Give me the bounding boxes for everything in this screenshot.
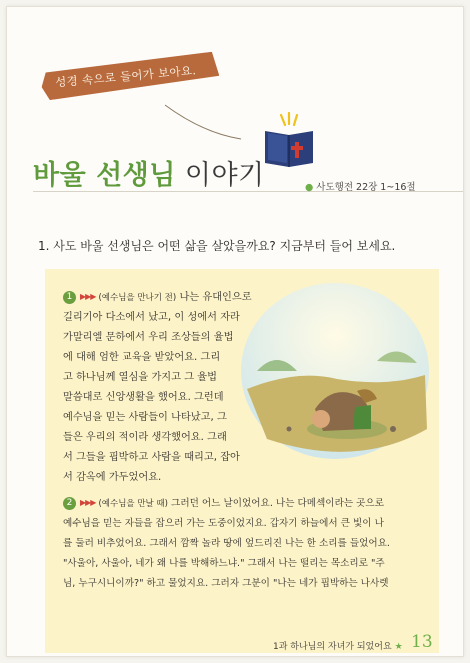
ribbon-connector-line	[163, 103, 243, 143]
paragraph-2-line-2: 를 둘러 비추었어요. 그래서 깜짝 놀라 땅에 엎드리진 나는 한 소리를 들었어요.	[63, 538, 390, 549]
bullet-dot-icon: ●	[305, 182, 314, 193]
chapter-title: 1과 하나님의 자녀가 되었어요	[273, 642, 392, 652]
reference-text: 사도행전 22장 1~16절	[316, 182, 416, 193]
section-ribbon	[40, 51, 220, 100]
paragraph-2-note: (예수님을 만날 때)	[98, 499, 168, 509]
footer-chapter	[273, 639, 406, 652]
paragraph-1-line-4: 고 하나님께 열심을 가지고 그 율법	[63, 372, 217, 383]
title-green-part: 바울 선생님	[33, 160, 176, 191]
paragraph-1-note: (예수님을 만나기 전)	[98, 293, 177, 303]
number-badge-1: 1	[63, 291, 76, 304]
paul-kneeling-illustration	[237, 279, 433, 485]
title-dark-part: 이야기	[175, 160, 265, 191]
paragraph-1-line-8: 서 그들을 핍박하고 사람을 때리고, 잡아	[63, 452, 240, 463]
paragraph-2-line-1: 예수님을 믿는 자들을 잡으러 가는 도중이었지요. 갑자기 하늘에서 큰 빛이 나	[63, 518, 384, 529]
page-title	[33, 153, 265, 192]
arrow-icon: ▶▶▶	[80, 292, 96, 301]
paragraph-2-line-4: 님, 누구시니이까?" 하고 물었지요. 그러자 그분이 "나는 네가 핍박하는 나사렛	[63, 578, 389, 589]
paragraph-1-line-5: 말씀대로 신앙생활을 했어요. 그런데	[63, 392, 224, 403]
paragraph-1-line-9: 서 감옥에 가두었어요.	[63, 472, 162, 483]
paragraph-1-line-0: 나는 유대인으로	[179, 292, 252, 303]
number-badge-2: 2	[63, 497, 76, 510]
paragraph-1-line-6: 예수님을 믿는 사람들이 나타났고, 그	[63, 412, 227, 423]
arrow-icon: ▶▶▶	[80, 498, 96, 507]
title-block	[33, 153, 265, 192]
scripture-reference	[305, 179, 416, 193]
paragraph-1-line-3: 에 대해 엄한 교육을 받았어요. 그리	[63, 352, 221, 363]
paragraph-1-line-1: 길리기아 다소에서 났고, 이 성에서 자라	[63, 312, 240, 323]
page	[6, 6, 464, 657]
paragraph-1-line-2: 가말리엘 문하에서 우리 조상들의 율법	[63, 332, 234, 343]
question-text: 1. 사도 바울 선생님은 어떤 삶을 살았을까요? 지금부터 들어 보세요.	[38, 239, 396, 253]
paragraph-2-line-3: "사울아, 사울아, 네가 왜 나를 박해하느냐." 그래서 나는 떨리는 목소리로 "주	[63, 558, 385, 569]
story-paragraph-1	[63, 287, 252, 488]
star-icon: ★	[394, 642, 403, 652]
story-paragraph-2	[63, 493, 390, 594]
ribbon-label: 성경 속으로 들어가 보아요.	[54, 63, 197, 90]
bible-icon	[259, 111, 319, 169]
paragraph-1-line-7: 들은 우리의 적이라 생각했어요. 그래	[63, 432, 227, 443]
paragraph-2-line-0: 그러던 어느 날이었어요. 나는 다메섹이라는 곳으로	[171, 498, 384, 509]
page-number: 13	[411, 632, 433, 652]
